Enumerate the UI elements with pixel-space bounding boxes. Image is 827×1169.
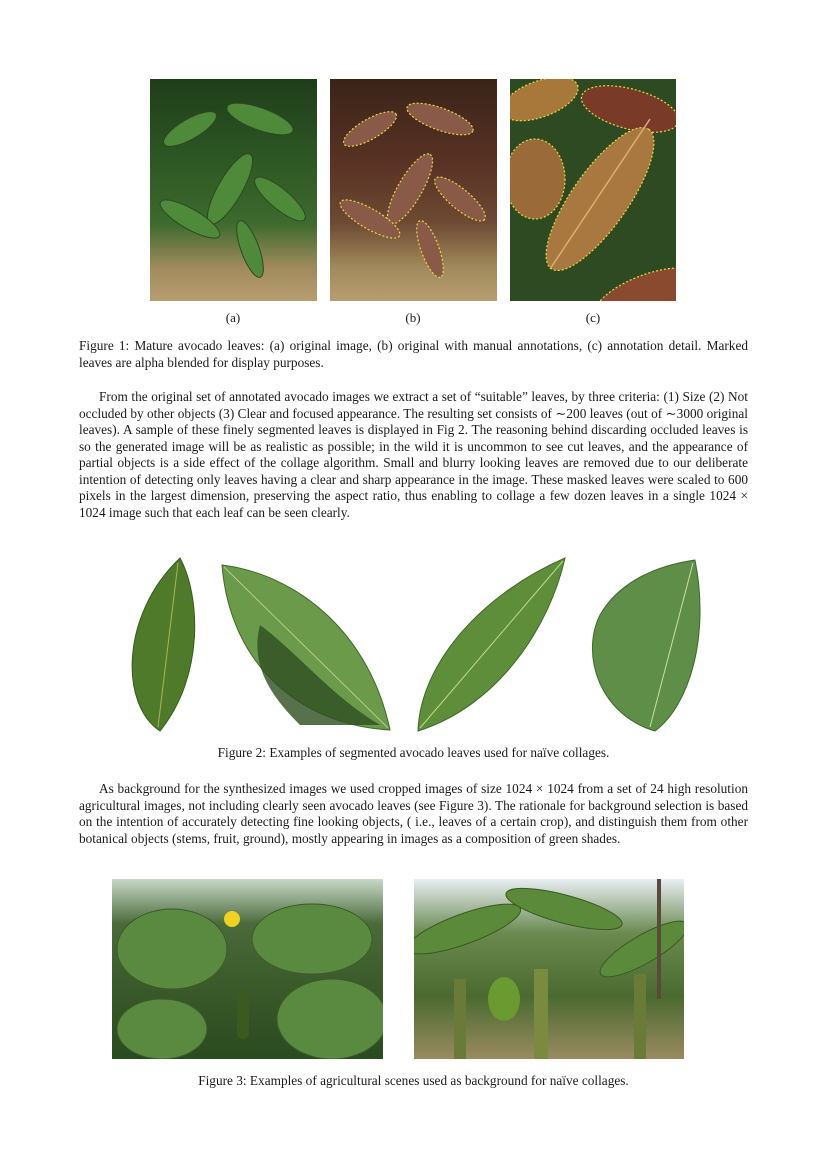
avocado-plant-graphic [150, 79, 317, 301]
segmented-leaf-1 [132, 558, 195, 731]
figure1b-annotated-image [330, 79, 497, 301]
banana-plant-graphic [414, 879, 684, 1059]
yellow-flower [224, 911, 240, 927]
cucumber-plant-graphic [112, 879, 383, 1059]
figure1-caption: Figure 1: Mature avocado leaves: (a) original image, (b) original with manual annotations, (c) annotation detail. Marked leaves are alpha blended for display purposes. [79, 338, 748, 370]
figure1c-annotation-detail [510, 79, 676, 301]
subfigure-label-c: (c) [585, 310, 601, 325]
figure3-banana-plantation-scene [414, 879, 684, 1059]
subfigure-label-a: (a) [225, 310, 241, 325]
segmented-leaf-4 [592, 560, 700, 731]
figure3-cucumber-scene [112, 879, 383, 1059]
paragraph-leaf-selection: From the original set of annotated avocado images we extract a set of “suitable” leaves, by three criteria: (1) Size (2) Not occluded by other objects (3) Clear and focused appearance. The resulting set consists of ∼200 leaves (out of ∼3000 original leaves). A sample of these finely segmented leaves is displayed in Fig 2. The reasoning behind discarding occluded leaves is so the generated image will be as realistic as possible; in the wild it is uncommon to see cut leaves, and the appearance of partial objects is a side effect of the collage algorithm. Small and blurry looking leaves are removed due to our deliberate intention of detecting only leaves having a clear and sharp appearance in the image. These masked leaves were scaled to 600 pixels in the largest dimension, preserving the aspect ratio, thus enabling to collage a few dozen leaves in a single 1024 × 1024 image such that each leaf can be seen clearly. [79, 389, 748, 520]
paragraph-background-selection: As background for the synthesized images we used cropped images of size 1024 × 1024 from a set of 24 high resolution agricultural images, not including clearly seen avocado leaves (see Figure 3). The rationale for background selection is based on the intention of accurately detecting fine looking objects, ( i.e., leaves of a certain crop), and distinguish them from other botanical objects (stems, fruit, ground), mostly appearing in images as a composition of green shades. [79, 781, 748, 846]
figure2-caption: Figure 2: Examples of segmented avocado leaves used for naïve collages. [217, 745, 610, 760]
figure2-segmented-leaves [0, 555, 827, 735]
figure1a-original-image [150, 79, 317, 301]
annotated-leaves-graphic [330, 79, 497, 301]
subfigure-label-b: (b) [405, 310, 421, 325]
figure3-caption: Figure 3: Examples of agricultural scenes used as background for naïve collages. [198, 1073, 629, 1088]
annotation-detail-graphic [510, 79, 676, 301]
